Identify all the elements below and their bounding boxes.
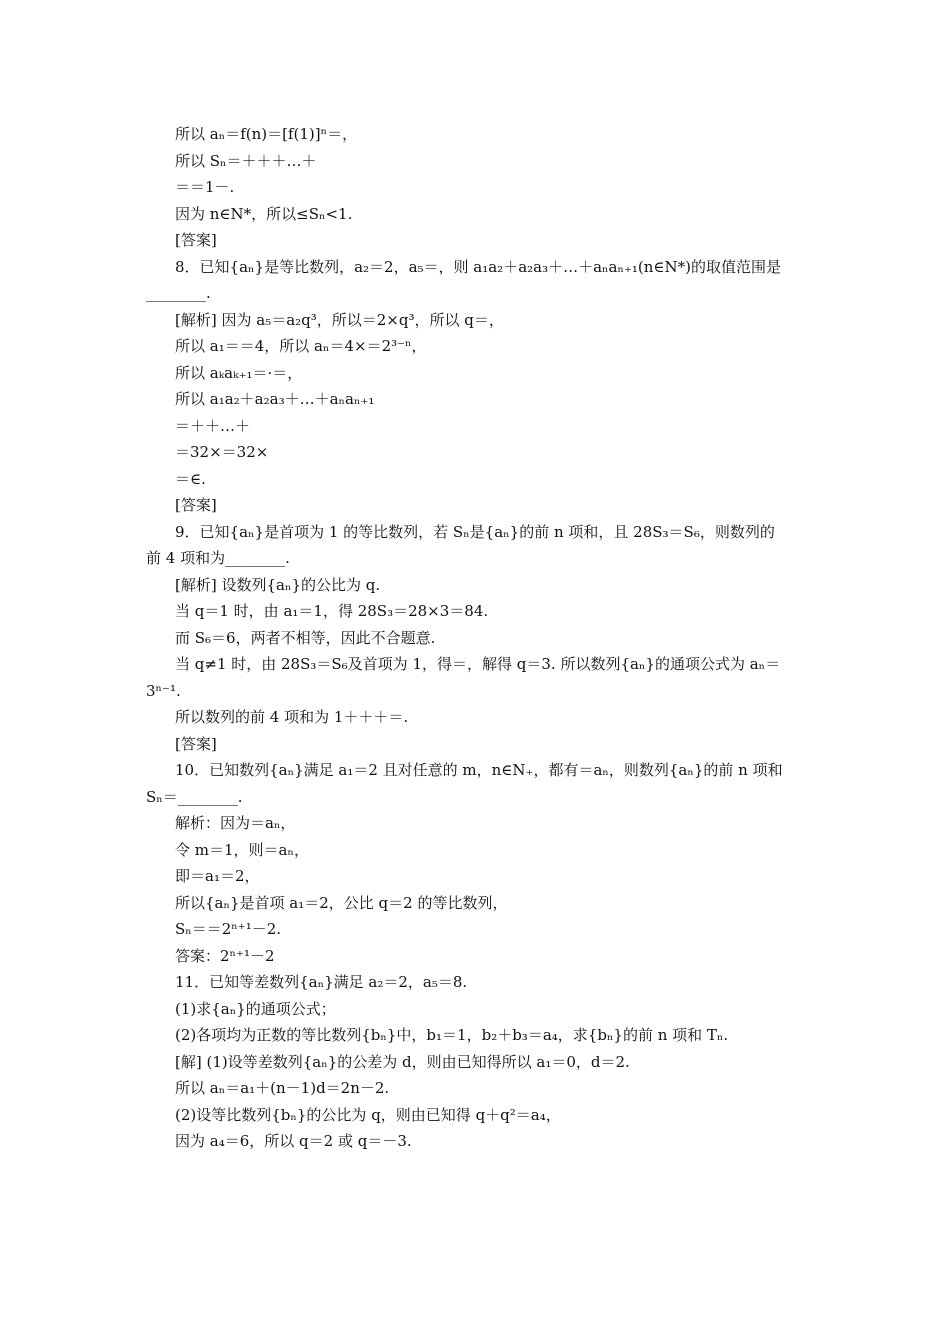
- text-line: 所以 aₖaₖ₊₁＝·＝，: [175, 363, 303, 382]
- text-line: 10．已知数列{aₙ}满足 a₁＝2 且对任意的 m，n∈N₊，都有＝aₙ，则数列{aₙ}的前 n 项和: [175, 761, 783, 779]
- text-line: 解析：因为＝aₙ，: [175, 814, 296, 832]
- text-line: 因为 n∈N*，所以≤Sₙ<1.: [175, 204, 353, 223]
- text-line: [解] (1)设等差数列{aₙ}的公差为 d，则由已知得所以 a₁＝0，d＝2.: [175, 1052, 630, 1071]
- text-line: [答案]: [175, 496, 217, 514]
- text-line: [答案]: [175, 231, 217, 249]
- document-body: [146, 121, 815, 1155]
- text-line: 因为 a₄＝6，所以 q＝2 或 q＝－3.: [175, 1132, 412, 1150]
- text-line: ＝32×＝32×: [175, 443, 269, 461]
- text-line: ________.: [146, 284, 211, 302]
- text-line: 当 q＝1 时，由 a₁＝1，得 28S₃＝28×3＝84.: [175, 602, 489, 620]
- text-line: 所以 aₙ＝f(n)＝[f(1)]ⁿ＝，: [175, 125, 358, 143]
- text-line: [答案]: [175, 734, 217, 753]
- text-line: 当 q≠1 时，由 28S₃＝S₆及首项为 1，得＝，解得 q＝3. 所以数列{aₙ}的通项公式为 aₙ＝: [175, 655, 781, 673]
- text-line: 所以 aₙ＝a₁＋(n－1)d＝2n－2.: [175, 1079, 390, 1097]
- text-line: 令 m＝1，则＝aₙ，: [175, 840, 309, 859]
- text-line: 而 S₆＝6，两者不相等，因此不合题意.: [175, 628, 436, 647]
- text-line: 所以数列的前 4 项和为 1＋＋＋＝.: [175, 708, 409, 726]
- text-line: 即＝a₁＝2，: [175, 867, 260, 885]
- text-line: 3ⁿ⁻¹.: [146, 681, 181, 700]
- text-line: [解析] 因为 a₅＝a₂q³，所以＝2×q³，所以 q＝，: [175, 310, 504, 329]
- text-line: 所以 a₁＝＝4，所以 aₙ＝4×＝2³⁻ⁿ，: [175, 337, 427, 355]
- text-line: ＝＝1－.: [175, 178, 235, 196]
- text-line: (2)设等比数列{bₙ}的公比为 q，则由已知得 q＋q²＝a₄，: [175, 1105, 561, 1124]
- text-line: [解析] 设数列{aₙ}的公比为 q.: [175, 575, 381, 594]
- text-line: ＝＋＋…＋: [175, 416, 251, 435]
- text-line: 所以 a₁a₂＋a₂a₃＋…＋aₙaₙ₊₁: [175, 390, 375, 408]
- text-line: 所以{aₙ}是首项 a₁＝2，公比 q＝2 的等比数列，: [175, 893, 508, 912]
- text-line: 答案：2ⁿ⁺¹－2: [175, 946, 275, 965]
- text-line: 11．已知等差数列{aₙ}满足 a₂＝2，a₅＝8.: [175, 973, 468, 991]
- text-line: (1)求{aₙ}的通项公式；: [175, 999, 336, 1018]
- text-line: Sₙ＝＝2ⁿ⁺¹－2.: [175, 920, 282, 938]
- text-line: 9．已知{aₙ}是首项为 1 的等比数列，若 Sₙ是{aₙ}的前 n 项和，且 28S₃＝S₆，则数列的: [175, 522, 775, 541]
- text-line: ＝∈.: [175, 469, 206, 488]
- text-line: 8．已知{aₙ}是等比数列，a₂＝2，a₅＝，则 a₁a₂＋a₂a₃＋…＋aₙaₙ₊₁(n∈N*)的取值范围是: [175, 257, 782, 276]
- text-line: Sₙ＝________.: [146, 787, 243, 806]
- text-line: 前 4 项和为________.: [146, 549, 290, 567]
- text-line: 所以 Sₙ＝＋＋＋…＋: [175, 151, 317, 170]
- text-line: (2)各项均为正数的等比数列{bₙ}中，b₁＝1，b₂＋b₃＝a₄，求{bₙ}的前 n 项和 Tₙ.: [175, 1026, 729, 1044]
